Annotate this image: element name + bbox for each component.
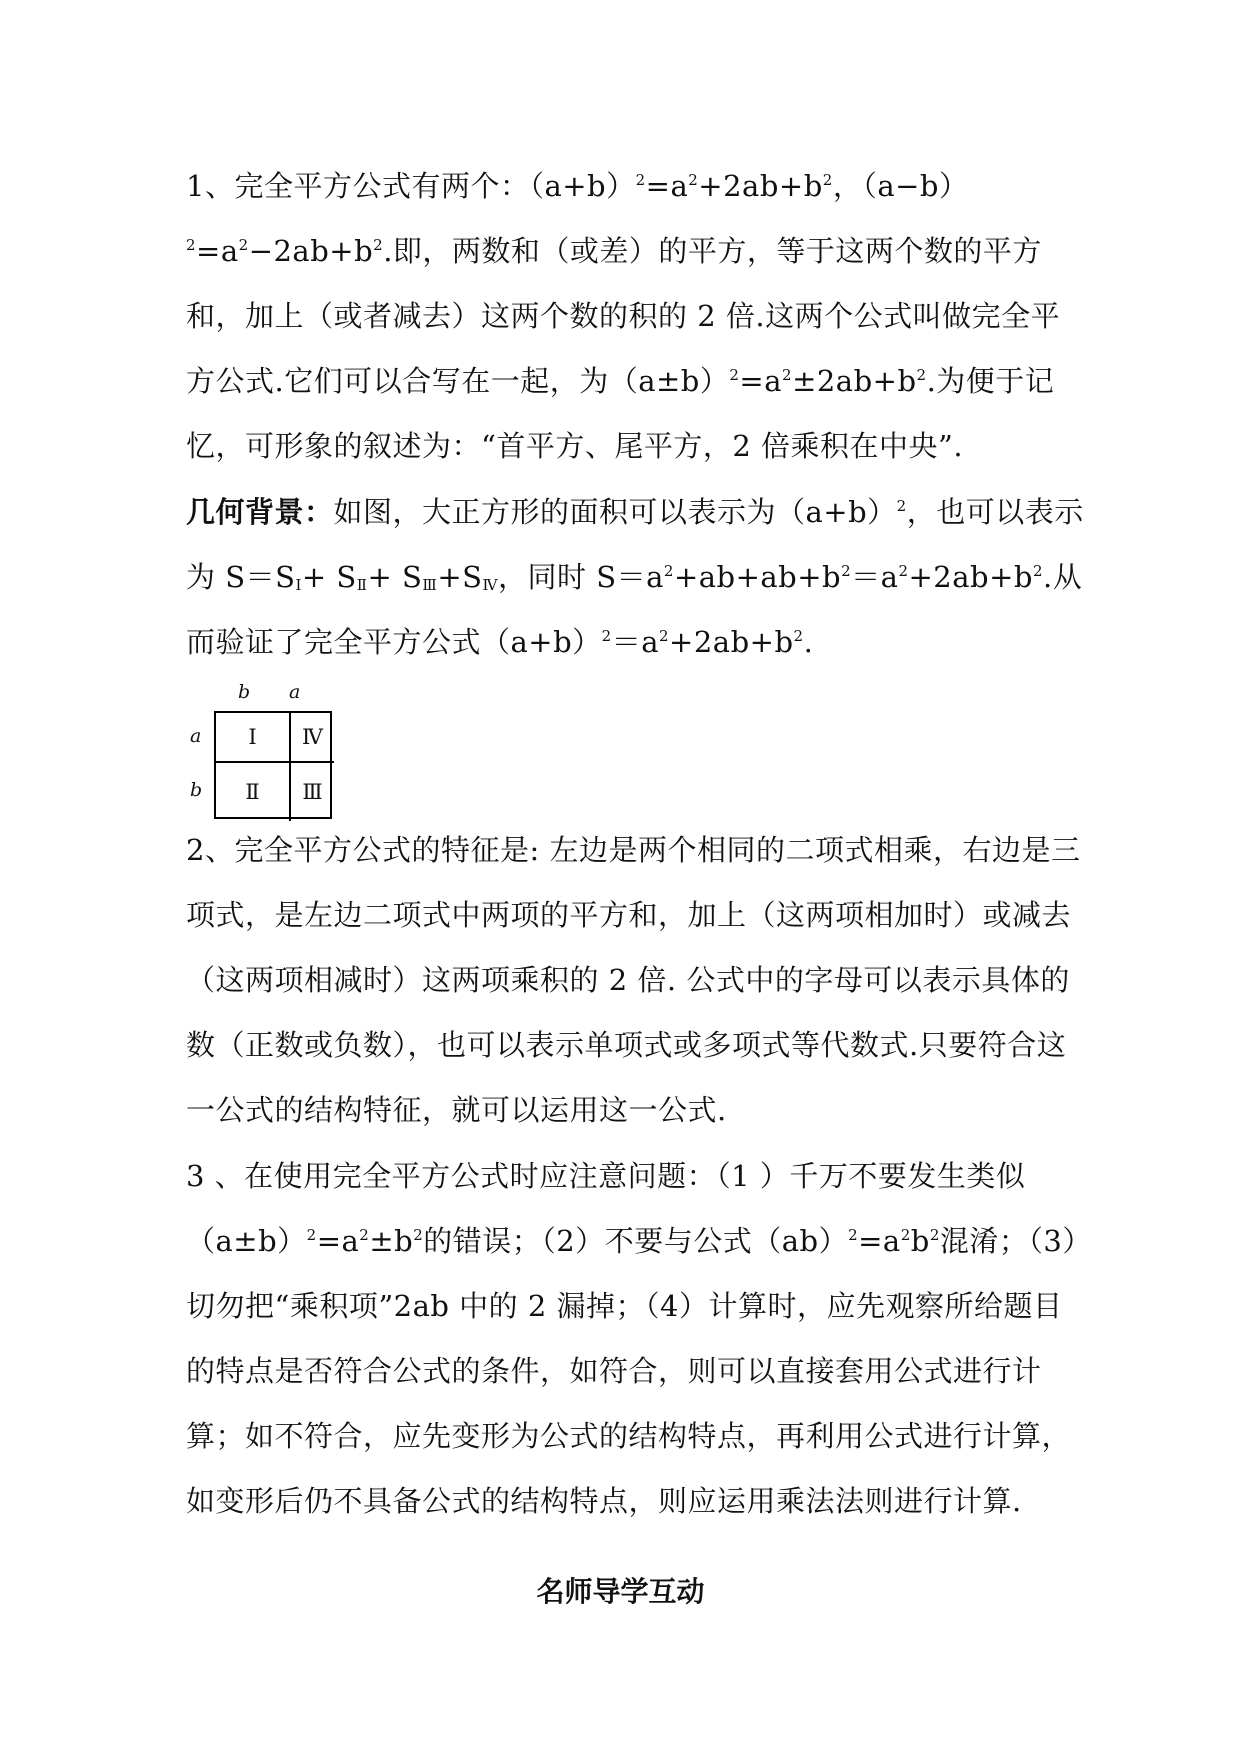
superscript: 2 (896, 497, 907, 515)
text-run: =a (316, 1224, 360, 1258)
text-run: ，同时 S＝a (498, 560, 664, 594)
text-run: .为便于记忆，可形象的叙述为：“首平方、尾平方，2 倍乘积在中央”. (186, 364, 1055, 463)
text-run: 的错误；（2）不要与公式（ab） (423, 1224, 849, 1258)
superscript: 2 (659, 627, 670, 645)
superscript: 2 (663, 562, 674, 580)
subscript: Ⅱ (356, 576, 368, 594)
text-run: ，（a−b） (832, 169, 969, 203)
superscript: 2 (601, 627, 612, 645)
text-run: ＝a (611, 625, 659, 659)
superscript: 2 (900, 1226, 911, 1244)
text-run: =a (196, 234, 239, 268)
text-run: 如图，大正方形的面积可以表示为（a+b） (333, 495, 897, 529)
cell-region-2: Ⅱ (216, 763, 291, 821)
paragraph-2 (186, 818, 1086, 1143)
paragraph-1 (186, 154, 1086, 479)
subscript: Ⅳ (482, 576, 499, 594)
superscript: 2 (848, 1226, 859, 1244)
side-label-a: a (190, 725, 202, 747)
top-label-a: a (289, 681, 301, 703)
superscript: 2 (186, 236, 197, 254)
text-run: + S (367, 560, 423, 594)
superscript: 2 (793, 627, 804, 645)
superscript: 2 (729, 366, 740, 384)
text-run: ，也可以表示为 S＝S (186, 495, 1084, 594)
superscript: 2 (1032, 562, 1044, 580)
subscript: Ⅲ (422, 576, 438, 594)
superscript: 2 (916, 366, 927, 384)
text-run: .从而验证了完全平方公式（a+b） (186, 560, 1083, 659)
cell-region-1: Ⅰ (216, 713, 291, 763)
superscript: 2 (841, 562, 852, 580)
superscript: 2 (413, 1226, 424, 1244)
text-run: 混淆；（3）切勿把“乘积项”2ab 中的 2 漏掉；（4）计算时，应先观察所给题目的特点是否符合公式的条件，如符合，则可以直接套用公式进行计算；如不符合，应先变形为公式的结构特点，再利用公式进行计算，如变形后仍不具备公式的结构特点，则应运用乘法法则进行计算. (186, 1224, 1078, 1518)
subscript: Ⅰ (295, 576, 302, 594)
superscript: 2 (782, 366, 793, 384)
text-run: . (803, 625, 814, 659)
text-run: ±2ab+b (792, 364, 917, 398)
section-heading: 名师导学互动 (536, 1575, 705, 1608)
text-run: 3 、在使用完全平方公式时应注意问题：（1 ）千万不要发生类似（a±b） (186, 1159, 1026, 1258)
text-run: 2、完全平方公式的特征是: 左边是两个相同的二项式相乘，右边是三项式，是左边二项式中两项的平方和，加上（这两项相加时）或减去（这两项相减时）这两项乘积的 2 倍. 公式中的字母可以表示具体的数（正数或负数），也可以表示单项式或多项式等代数式.只要符合这一公式的结构特征，就可以运用这一公式. (186, 833, 1081, 1127)
text-run: +ab+ab+b (673, 560, 842, 594)
text-run: =a (739, 364, 783, 398)
text-run: +2ab+b (908, 560, 1033, 594)
text-run: ＝a (851, 560, 899, 594)
text-run: +2ab+b (698, 169, 823, 203)
paragraph-3 (186, 1144, 1086, 1534)
text-run: +S (437, 560, 483, 594)
text-run: =a (645, 169, 689, 203)
text-run: +2ab+b (669, 625, 794, 659)
superscript: 2 (635, 171, 646, 189)
section-label: 几何背景： (186, 495, 334, 529)
text-run: 1、完全平方公式有两个：（a+b） (186, 169, 636, 203)
superscript: 2 (238, 236, 249, 254)
text-run: .即，两数和（或差）的平方，等于这两个数的平方和，加上（或者减去）这两个数的积的 2 倍.这两个公式叫做完全平方公式.它们可以合写在一起，为（a±b） (186, 234, 1061, 398)
paragraph-geometry-background (186, 480, 1086, 675)
superscript: 2 (373, 236, 384, 254)
square-area-figure (188, 683, 348, 825)
side-label-b: b (190, 779, 203, 801)
top-label-b: b (238, 681, 251, 703)
cell-region-3: Ⅲ (302, 780, 323, 804)
square-grid (214, 711, 332, 819)
cell-region-4: Ⅳ (291, 713, 334, 763)
text-run: ±b (369, 1224, 414, 1258)
text-run: =a (858, 1224, 901, 1258)
superscript: 2 (306, 1226, 317, 1244)
text-run: b (910, 1224, 930, 1258)
text-run: −2ab+b (248, 234, 374, 268)
superscript: 2 (929, 1226, 940, 1244)
superscript: 2 (822, 171, 833, 189)
superscript: 2 (359, 1226, 370, 1244)
text-run: + S (301, 560, 357, 594)
superscript: 2 (688, 171, 699, 189)
superscript: 2 (898, 562, 909, 580)
